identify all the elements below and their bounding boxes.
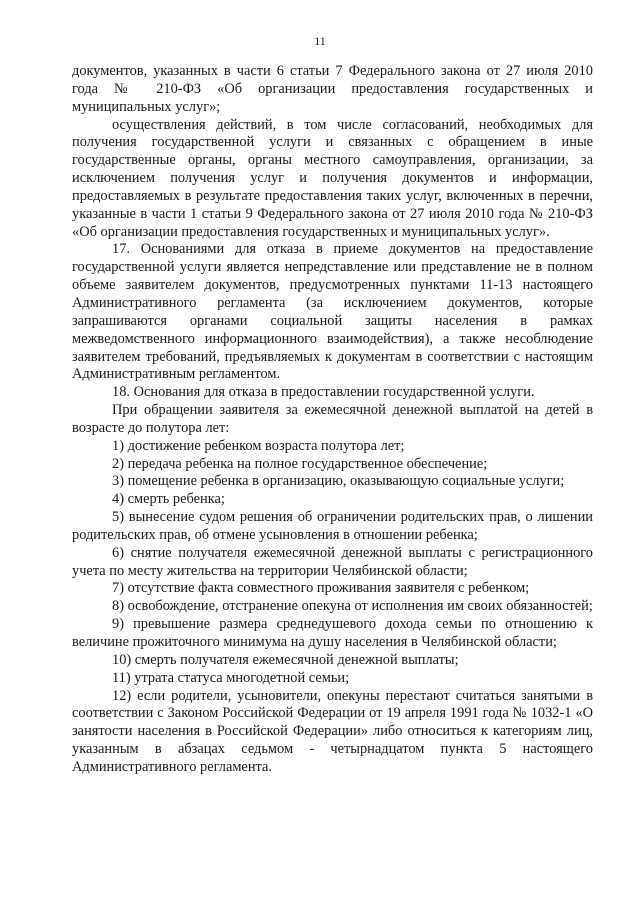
list-item: 4) смерть ребенка; <box>112 491 225 508</box>
paragraph: При обращении заявителя за ежемесячной денежной выплатой на детей в возрасте до полутора лет: <box>72 402 593 436</box>
paragraph: документов, указанных в части 6 статьи 7 Федерального закона от 27 июля 2010 года № 210-ФЗ «Об организации предоставления государственных и муниципальных услуг»; <box>72 63 593 115</box>
list-item: 8) освобождение, отстранение опекуна от исполнения им своих обязанностей; <box>112 598 593 615</box>
list-item: 7) отсутствие факта совместного проживания заявителя с ребенком; <box>112 580 530 597</box>
list-item: 12) если родители, усыновители, опекуны перестают считаться занятыми в соответствии с Законом Российской Федерации от 19 апреля 1991 года № 1032-1 «О занятости населения в Российской Федерации» либо относиться к категориям лиц, указанным в абзацах седьмом - четырнадцатом пункта 5 настоящего Административного регламента. <box>72 687 593 775</box>
list-item: 9) превышение размера среднедушевого дохода семьи по отношению к величине прожиточного минимума на душу населения в Челябинской области; <box>72 616 593 650</box>
list-item: 2) передача ребенка на полное государственное обеспечение; <box>112 455 488 472</box>
paragraph: 17. Основаниями для отказа в приеме документов на предоставление государственной услуги является непредставление или представление не в полном объеме заявителем документов, предусмотренных пунктами 11-13 настоящего Административного регламента (за исключением документов, которые запрашиваются органами социальной защиты населения в рамках межведомственного информационного взаимодействия), а также несоблюдение заявителем требований, предъявляемых к документам в соответствии с настоящим Административным регламентом. <box>72 241 593 383</box>
list-item: 3) помещение ребенка в организацию, оказывающую социальные услуги; <box>112 473 565 490</box>
page-number: 11 <box>314 34 326 48</box>
list-item: 11) утрата статуса многодетной семьи; <box>112 669 350 686</box>
document-body <box>72 63 593 777</box>
list-item: 1) достижение ребенком возраста полутора лет; <box>112 437 405 454</box>
list-item: 5) вынесение судом решения об ограничении родительских прав, о лишении родительских прав, об отмене усыновления в отношении ребенка; <box>72 509 593 543</box>
list-item: 6) снятие получателя ежемесячной денежной выплаты с регистрационного учета по месту жительства на территории Челябинской области; <box>72 544 593 579</box>
list-item: 10) смерть получателя ежемесячной денежной выплаты; <box>112 651 459 668</box>
paragraph: 18. Основания для отказа в предоставлении государственной услуги. <box>112 384 535 401</box>
paragraph: осуществления действий, в том числе согласований, необходимых для получения государственной услуги и связанных с обращением в иные государственные органы, органы местного самоуправления, организации, за исключением получения услуг и получения документов и информации, предоставляемых в результате предоставления таких услуг, включенных в перечни, указанные в части 1 статьи 9 Федерального закона от 27 июля 2010 года № 210-ФЗ «Об организации предоставления государственных и муниципальных услуг». <box>72 116 593 240</box>
